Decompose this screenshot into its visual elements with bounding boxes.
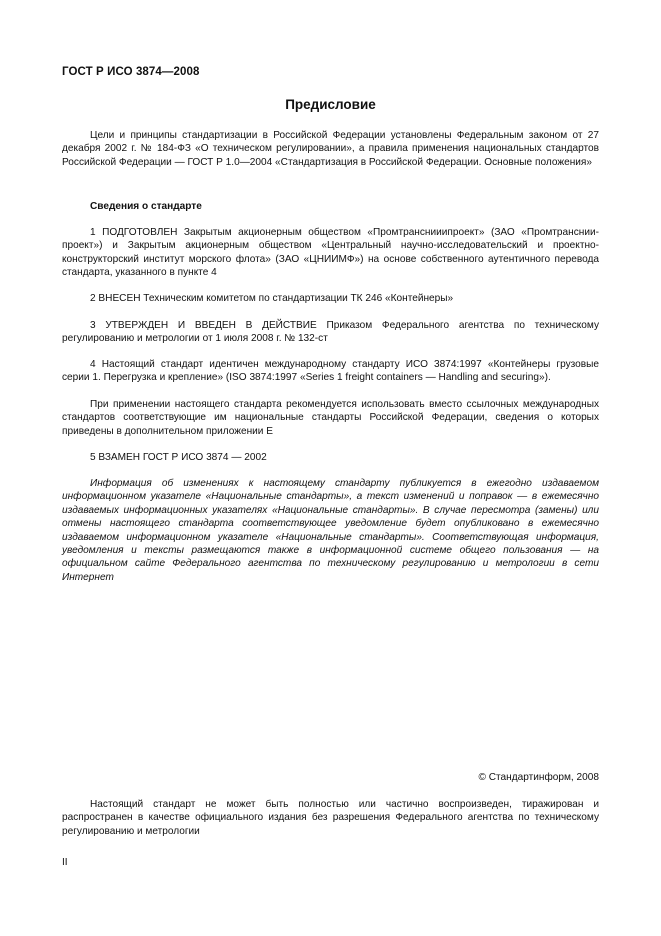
info-notice: Информация об изменениях к настоящему стандарту публикуется в ежегодно издаваемом информационном указателе «Национальные стандарты», а текст изменений и поправок — в ежемесячно издаваемых информационных указателях «Национальные стандарты». В случае пересмотра (замены) или отмены настоящего стандарта соответствующее уведомление будет опубликовано в ежемесячно издаваемом информационном указателе «Национальные стандарты». Соответствующая информация, уведомления и тексты размещаются также в информационной системе общего пользования — на официальном сайте Федерального агентства по техническому регулированию и метрологии в сети Интернет	[62, 478, 599, 583]
application-note: При применении настоящего стандарта рекомендуется использовать вместо ссылочных международных стандартов соответствующие им национальные стандарты Российской Федерации, сведения о которых приведены в дополнительном приложении Е	[62, 399, 599, 437]
item-approved: 3 УТВЕРЖДЕН И ВВЕДЕН В ДЕЙСТВИЕ Приказом Федерального агентства по техническому регулированию и метрологии от 1 июля 2008 г. № 132-ст	[62, 320, 599, 345]
item-introduced: 2 ВНЕСЕН Техническим комитетом по стандартизации ТК 246 «Контейнеры»	[90, 293, 454, 304]
item-identical: 4 Настоящий стандарт идентичен международному стандарту ИСО 3874:1997 «Контейнеры грузовые серии 1. Перегрузка и крепление» (ISO 3874:1997 «Series 1 freight containers — Handling and securing»).	[62, 359, 599, 384]
intro-paragraph: Цели и принципы стандартизации в Российской Федерации установлены Федеральным законом от 27 декабря 2002 г. № 184-ФЗ «О техническом регулировании», а правила применения национальных стандартов Российской Федерации — ГОСТ Р 1.0—2004 «Стандартизация в Российской Федерации. Основные положения»	[62, 130, 599, 168]
reproduction-notice: Настоящий стандарт не может быть полностью или частично воспроизведен, тиражирован и распространен в качестве официального издания без разрешения Федерального агентства по техническому регулированию и метрологии	[62, 799, 599, 837]
section-heading: Сведения о стандарте	[90, 201, 202, 212]
page-number: II	[62, 857, 68, 868]
copyright-notice: © Стандартинформ, 2008	[478, 772, 599, 783]
page-title: Предисловие	[285, 97, 376, 112]
item-prepared: 1 ПОДГОТОВЛЕН Закрытым акционерным обществом «Промтранснииипроект» (ЗАО «Промтранснии-проект») и Закрытым акционерным обществом «Центральный научно-исследовательский и проектно-конструкторский институт морского флота» (ЗАО «ЦНИИМФ») на основе собственного аутентичного перевода стандарта, указанного в пункте 4	[62, 227, 599, 279]
document-header: ГОСТ Р ИСО 3874—2008	[62, 66, 200, 78]
item-replaces: 5 ВЗАМЕН ГОСТ Р ИСО 3874 — 2002	[90, 452, 267, 463]
